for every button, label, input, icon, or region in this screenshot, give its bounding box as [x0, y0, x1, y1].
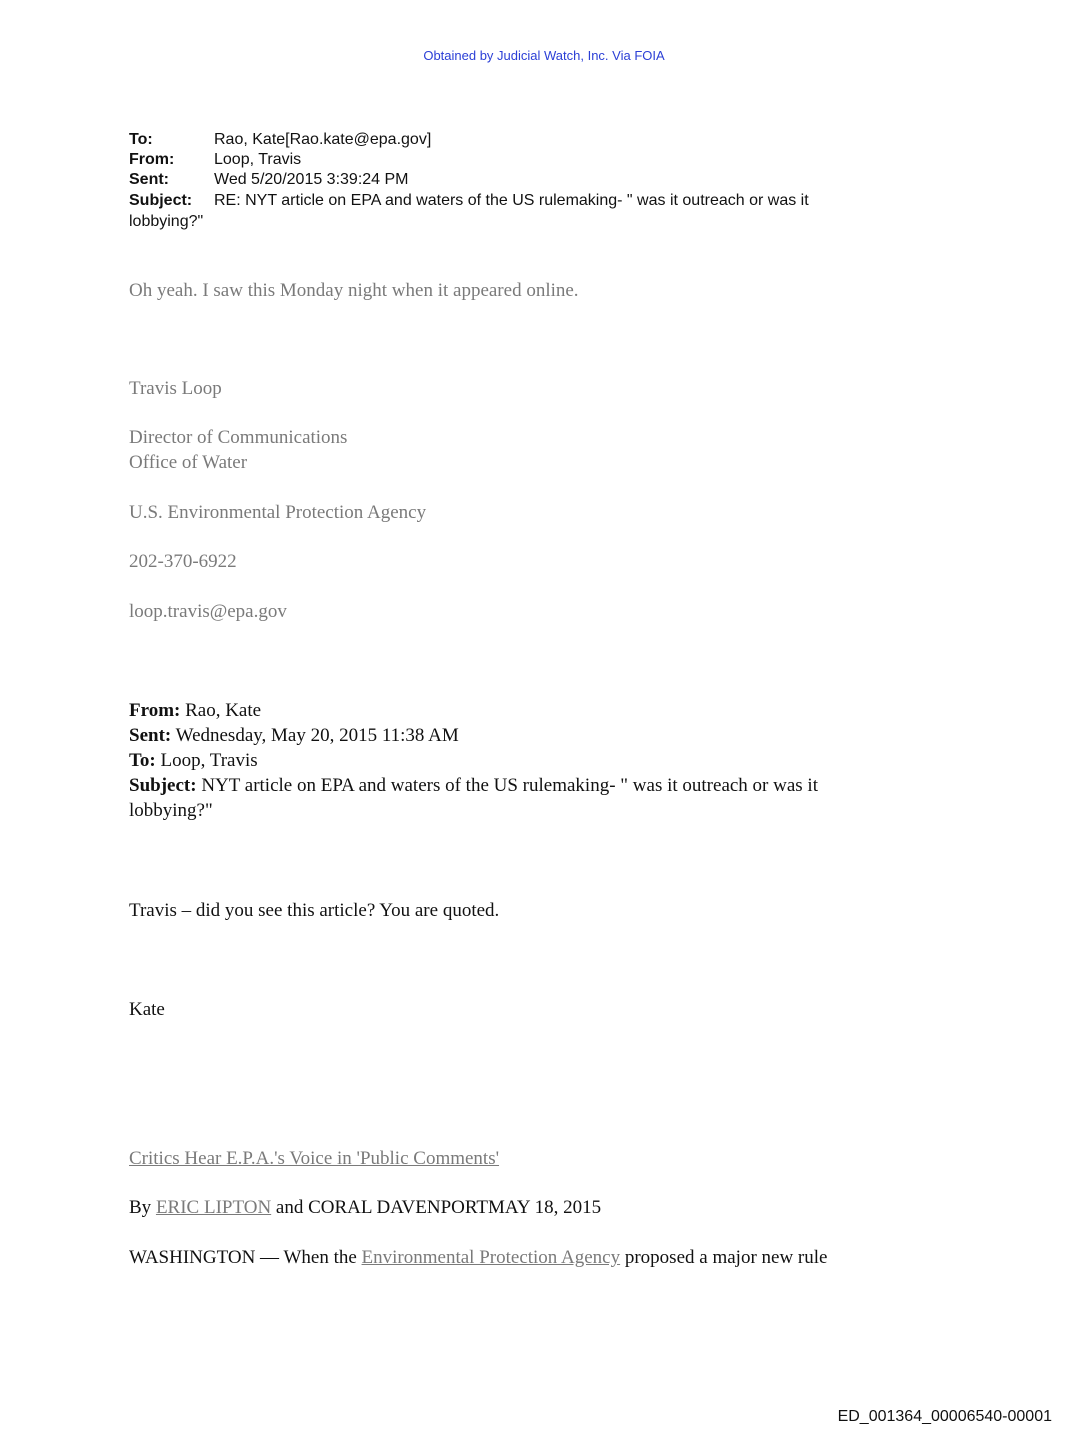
header-sent — [129, 170, 929, 190]
signature-title: Director of Communications — [129, 427, 348, 448]
lead-prefix: WASHINGTON — When the — [129, 1247, 362, 1268]
signature-email: loop.travis@epa.gov — [129, 601, 287, 622]
orig-sent — [129, 723, 459, 748]
article-byline — [129, 1195, 601, 1220]
orig-subject-cont: lobbying?" — [129, 800, 213, 821]
epa-link[interactable]: Environmental Protection Agency — [361, 1247, 621, 1268]
to-label: To: — [129, 131, 153, 148]
orig-to — [129, 748, 258, 773]
orig-subject-label: Subject: — [129, 775, 197, 796]
subject-value: RE: NYT article on EPA and waters of the US rulemaking- " was it outreach or was it — [214, 192, 809, 209]
orig-subject-value: NYT article on EPA and waters of the US rulemaking- " was it outreach or was it — [201, 775, 818, 796]
orig-signoff: Kate — [129, 999, 165, 1020]
document-id: ED_001364_00006540-00001 — [837, 1408, 1052, 1425]
to-value: Rao, Kate[Rao.kate@epa.gov] — [214, 131, 432, 148]
orig-sent-label: Sent: — [129, 725, 172, 746]
from-value: Loop, Travis — [214, 151, 302, 168]
reply-body: Oh yeah. I saw this Monday night when it appeared online. — [129, 280, 579, 301]
from-label: From: — [129, 151, 175, 168]
sent-value: Wed 5/20/2015 3:39:24 PM — [214, 171, 409, 188]
byline-prefix: By — [129, 1197, 156, 1218]
orig-sent-value: Wednesday, May 20, 2015 11:38 AM — [175, 725, 459, 746]
header-subject-cont: lobbying?" — [129, 213, 204, 230]
byline-rest: and CORAL DAVENPORTMAY 18, 2015 — [271, 1197, 602, 1218]
orig-to-value: Loop, Travis — [160, 750, 258, 771]
orig-from-value: Rao, Kate — [185, 700, 262, 721]
signature-phone: 202-370-6922 — [129, 551, 237, 572]
orig-to-label: To: — [129, 750, 156, 771]
signature-office: Office of Water — [129, 452, 248, 473]
orig-from — [129, 698, 261, 723]
article-headline-link[interactable]: Critics Hear E.P.A.'s Voice in 'Public Comments' — [129, 1148, 500, 1169]
orig-subject — [129, 773, 818, 798]
lead-suffix: proposed a major new rule — [620, 1247, 828, 1268]
signature-name: Travis Loop — [129, 378, 222, 399]
orig-from-label: From: — [129, 700, 181, 721]
subject-label: Subject: — [129, 192, 193, 209]
author-link[interactable]: ERIC LIPTON — [155, 1197, 272, 1218]
header-subject — [129, 191, 929, 211]
signature-agency: U.S. Environmental Protection Agency — [129, 502, 427, 523]
sent-label: Sent: — [129, 171, 169, 188]
foia-watermark: Obtained by Judicial Watch, Inc. Via FOIA — [423, 48, 665, 63]
header-to — [129, 130, 929, 150]
article-headline — [129, 1146, 499, 1171]
article-lead — [129, 1245, 827, 1270]
header-from — [129, 150, 929, 170]
orig-body: Travis – did you see this article? You are quoted. — [129, 900, 500, 921]
